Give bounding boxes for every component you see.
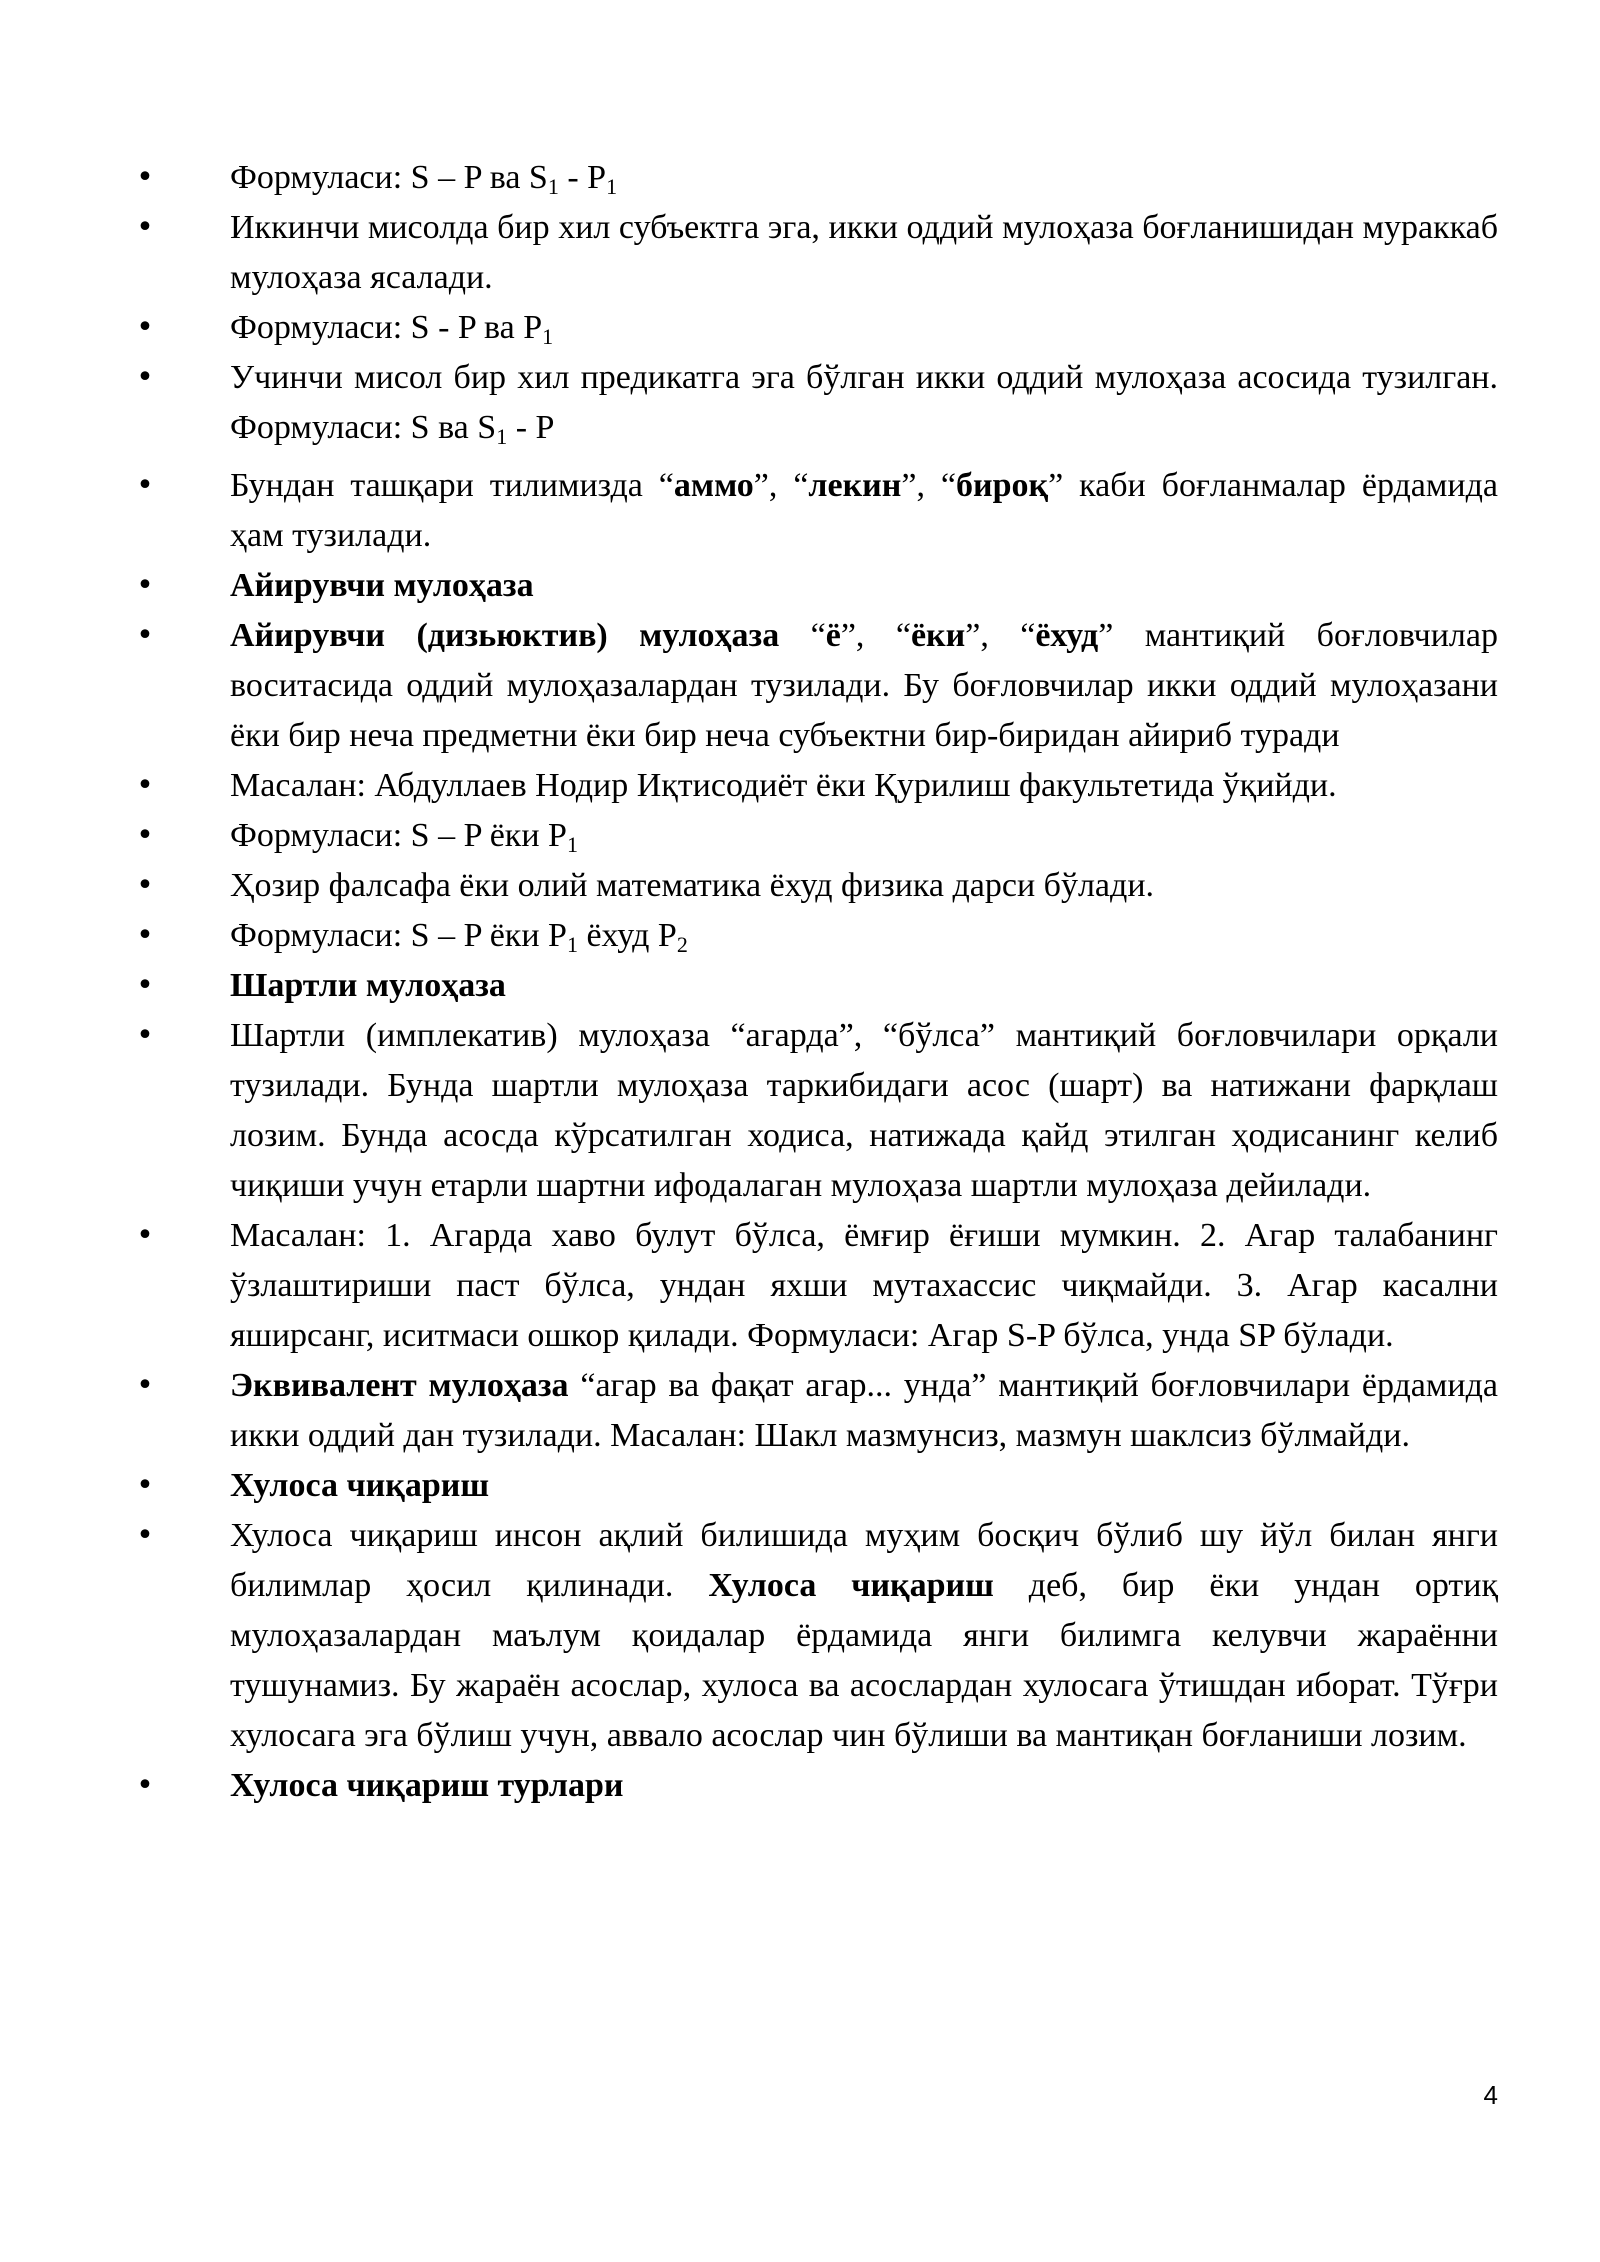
list-item-text [230,1767,623,1804]
list-item-text [230,967,506,1004]
list-item [130,203,1498,303]
text-run: Бундан ташқари тилимизда “ [230,467,674,504]
list-item-text [230,567,534,604]
text-run: Шартли (имплекатив) мулоҳаза “агарда”, “бўлса” мантиқий боғловчилари орқали тузилади. Бунда шартли мулоҳаза таркибидаги асос (шарт) ва натижани фарқлаш лозим. Бунда асосда кўрсатилган ходиса, натижада қайд этилган ҳодисанинг келиб чиқиши учун етарли шартни ифодалаган мулоҳаза шартли мулоҳаза дейилади. [230,1017,1498,1204]
text-run: ”, “ [965,617,1036,654]
text-run: Учинчи мисол бир хил предикатга эга бўлган икки оддий мулоҳаза асосида тузилган. Формуласи: S ва S [230,359,1498,446]
subscript: 2 [676,932,688,957]
list-item-text [230,1217,1498,1354]
subscript: 1 [606,174,618,199]
list-item-text [230,917,688,957]
text-run: - P [558,159,607,196]
bold-text: Эквивалент мулоҳаза [230,1367,569,1404]
page-number: 4 [1483,2080,1498,2110]
bold-text: аммо [673,467,754,504]
text-run: “агар ва фақат агар... унда” мантиқий боғловчилари ёрдамида икки оддий дан тузилади. Масалан: Шакл мазмунсиз, мазмун шаклсиз бўлмайди. [230,1367,1498,1454]
list-item [130,861,1498,911]
bullet-icon: • [136,768,154,803]
list-item-text [230,159,618,199]
text-run: ” мантиқий боғловчилар воситасида оддий мулоҳазалардан тузилади. Бу боғловчилар икки оддий мулоҳазани ёки бир неча предметни ёки бир неча субъектни бир-биридан айириб туради [230,617,1498,754]
bullet-icon: • [136,968,154,1003]
list-item [130,1511,1498,1761]
text-run: Хулоса чиқариш инсон ақлий билишида муҳим босқич бўлиб шу йўл билан янги билимлар ҳосил қилинади. [230,1517,1498,1604]
subscript: 1 [496,424,508,449]
bullet-icon: • [136,360,154,395]
bullet-icon: • [136,1368,154,1403]
text-run: ”, “ [901,467,956,504]
text-run: “ [779,617,826,654]
bullet-icon: • [136,1018,154,1053]
bullet-icon: • [136,868,154,903]
text-run: ёхуд P [577,917,677,954]
bullet-icon: • [136,310,154,345]
subscript: 1 [566,932,578,957]
text-run: Масалан: 1. Агарда хаво булут бўлса, ёмғир ёғиши мумкин. 2. Агар талабанинг ўзлаштириши паст бўлса, ундан яхши мутахассис чиқмайди. 3. Агар касални яширсанг, иситмаси ошкор қилади. Формуласи: Агар S-P бўлса, унда SP бўлади. [230,1217,1498,1354]
text-run: ”, “ [753,467,809,504]
list-item [130,1011,1498,1211]
list-item-text [230,359,1498,449]
list-item-text [230,1467,489,1504]
bullet-icon: • [136,210,154,245]
subscript: 1 [547,174,559,199]
list-item-text [230,309,554,349]
bold-text: ёки [910,617,966,654]
bullet-list [130,153,1498,1811]
bold-text: Айирувчи мулоҳаза [230,567,534,604]
list-item [130,1461,1498,1511]
bullet-icon: • [136,1768,154,1803]
bullet-icon: • [136,818,154,853]
bullet-icon: • [136,1518,154,1553]
bold-text: Шартли мулоҳаза [230,967,506,1004]
bold-text: Хулоса чиқариш [708,1567,994,1604]
list-item-text [230,767,1337,804]
list-item [130,761,1498,811]
text-run: Формуласи: S – P ёки P [230,817,567,854]
bold-text: Айирувчи (дизьюктив) мулоҳаза [230,617,780,654]
bullet-icon: • [136,618,154,653]
list-item [130,911,1498,961]
list-item [130,1361,1498,1461]
list-item [130,303,1498,353]
list-item-text [230,467,1498,554]
bold-text: ё [825,617,841,654]
list-item-text [230,1367,1498,1454]
subscript: 1 [566,832,578,857]
text-run: ”, “ [840,617,911,654]
list-item-text [230,617,1498,754]
list-item [130,811,1498,861]
list-item [130,153,1498,203]
text-run: Ҳозир фалсафа ёки олий математика ёхуд физика дарси бўлади. [230,867,1155,904]
bold-text: лекин [808,467,902,504]
bullet-icon: • [136,468,154,503]
list-item-text [230,1017,1498,1204]
bold-text: бироқ [956,467,1049,504]
bold-text: Хулоса чиқариш турлари [230,1767,624,1804]
bullet-icon: • [136,568,154,603]
bold-text: ёхуд [1035,617,1099,654]
text-run: Формуласи: S – P ва S [230,159,548,196]
list-item-text [230,1517,1498,1754]
bullet-icon: • [136,918,154,953]
list-item [130,961,1498,1011]
list-item [130,611,1498,761]
list-item [130,1211,1498,1361]
list-item-text [230,209,1498,296]
text-run: Иккинчи мисолда бир хил субъектга эга, икки оддий мулоҳаза боғланишидан мураккаб мулоҳаза ясалади. [230,209,1498,296]
text-run: Формуласи: S - P ва P [230,309,543,346]
bold-text: Хулоса чиқариш [230,1467,490,1504]
list-item [130,353,1498,453]
list-item-text [230,817,578,857]
text-run: Формуласи: S – P ёки P [230,917,567,954]
list-item [130,561,1498,611]
text-run: ” каби боғланмалар ёрдамида ҳам тузилади. [230,467,1498,554]
bullet-icon: • [136,160,154,195]
subscript: 1 [542,324,554,349]
list-item-text [230,867,1154,904]
text-run: Масалан: Абдуллаев Нодир Иқтисодиёт ёки Қурилиш факультетида ўқийди. [230,767,1337,804]
list-item [130,461,1498,561]
text-run: деб, бир ёки ундан ортиқ мулоҳазалардан маълум қоидалар ёрдамида янги билимга келувчи жараённи тушунамиз. Бу жараён асослар, хулоса ва асослардан хулосага ўтишдан иборат. Тўғри хулосага эга бўлиш учун, аввало асослар чин бўлиши ва мантиқан боғланиши лозим. [230,1567,1498,1754]
bullet-icon: • [136,1468,154,1503]
text-run: - P [507,409,555,446]
list-item [130,1761,1498,1811]
bullet-icon: • [136,1218,154,1253]
